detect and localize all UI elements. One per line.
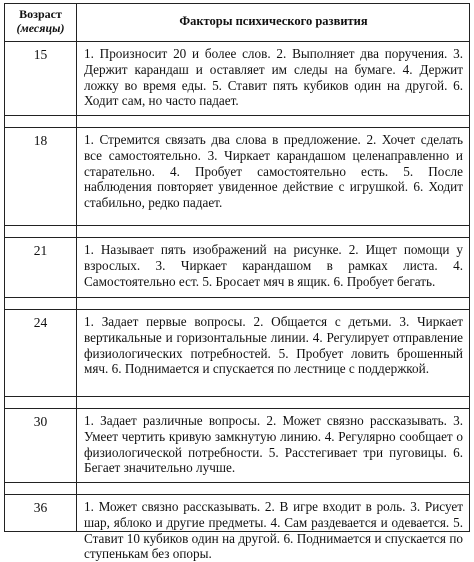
- factors-cell: 1. Произносит 20 и более слов. 2. Выполняет два поручения. 3. Держит карандаш и оставляет им следы на бумаге. 4. Держит ложку во время еды. 5. Ставит пять кубиков один на другой. 6. Ходит сам, но часто падает.: [84, 46, 463, 109]
- table-row: [5, 127, 469, 225]
- age-cell: 18: [5, 128, 77, 225]
- factors-cell: 1. Стремится связать два слова в предложение. 2. Хочет сделать все самостоятельно. 3. Чиркает карандашом целенаправленно и старательно. 4. Пробует самостоятельно есть. 5. После наблюдения повторяет увиденное действие с игрушкой. 6. Ходит стабильно, редко падает.: [84, 132, 463, 211]
- age-cell: 30: [5, 409, 77, 482]
- row-spacer: [5, 225, 469, 237]
- row-spacer: [5, 297, 469, 309]
- factors-cell: 1. Задает первые вопросы. 2. Общается с детьми. 3. Чиркает вертикальные и горизонтальные линии. 4. Регулирует отправление физиологических потребностей. 5. Пробует ловить брошенный мяч. 6. Поднимается и спускается по лестнице с поддержкой.: [84, 314, 463, 377]
- row-spacer: [5, 482, 469, 494]
- table-header-row: [5, 4, 469, 41]
- age-cell: 36: [5, 495, 77, 531]
- age-cell: 21: [5, 238, 77, 297]
- age-cell: 24: [5, 310, 77, 396]
- age-header-unit: (месяцы): [16, 21, 65, 35]
- development-table: [4, 3, 470, 562]
- table-row: [5, 237, 469, 297]
- row-spacer: [5, 115, 469, 127]
- row-spacer: [5, 396, 469, 408]
- factors-cell: 1. Задает различные вопросы. 2. Может связно рассказывать. 3. Умеет чертить кривую замкнутую линию. 4. Регулярно сообщает о физиологической потребности. 5. Расстегивает три пуговицы. 6. Бегает значительно лучше.: [84, 413, 463, 476]
- factors-cell: 1. Называет пять изображений на рисунке. 2. Ищет помощи у взрослых. 3. Чиркает карандашом в рамках листа. 4. Самостоятельно ест. 5. Бросает мяч в ящик. 6. Пробует бегать.: [84, 242, 463, 289]
- table-row: [5, 41, 469, 115]
- age-cell: 15: [5, 42, 77, 115]
- age-header-title: Возраст: [19, 7, 62, 21]
- factors-cell: 1. Может связно рассказывать. 2. В игре входит в роль. 3. Рисует шар, яблоко и другие предметы. 4. Сам раздевается и одевается. 5. Ставит 10 кубиков один на другой. 6. Поднимается и спускается по ступенькам без опоры.: [84, 499, 463, 562]
- age-column-header: [5, 4, 77, 41]
- table-row: [5, 309, 469, 396]
- table-row: [5, 494, 469, 562]
- factors-column-header: Факторы психического развития: [179, 14, 368, 28]
- table-row: [5, 408, 469, 482]
